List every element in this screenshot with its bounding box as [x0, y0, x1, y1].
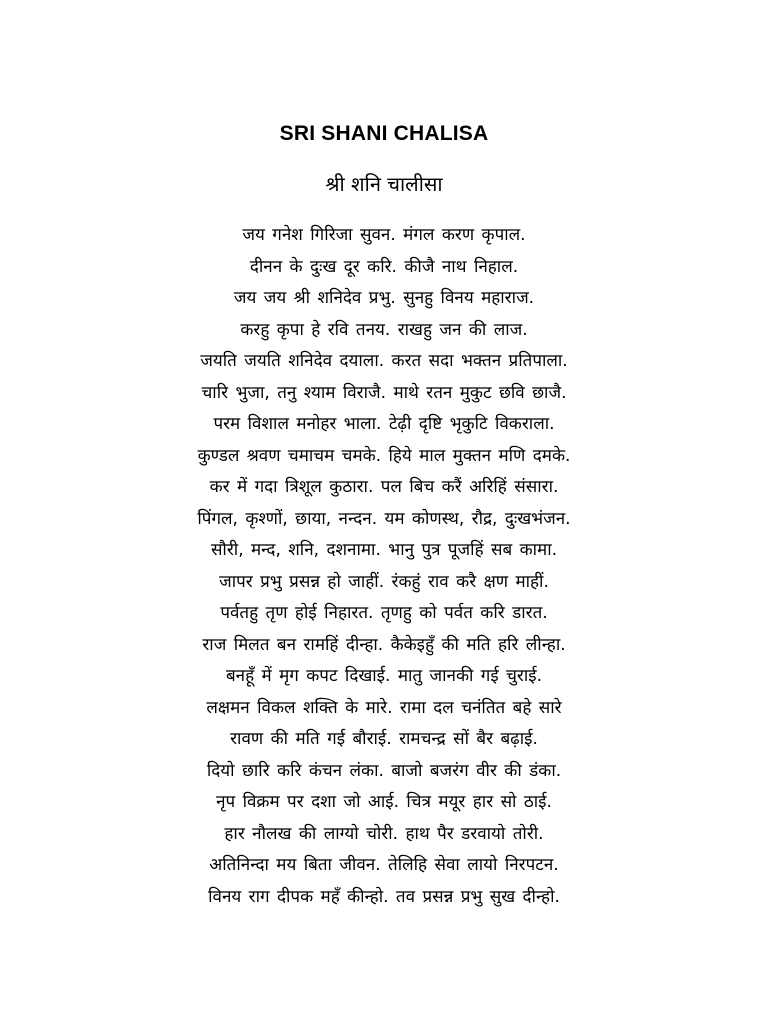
- verse-line: करहु कृपा हे रवि तनय. राखहु जन की लाज.: [240, 319, 528, 340]
- verse-line: परम विशाल मनोहर भाला. टेढ़ी दृष्टि भृकुटि विकराला.: [213, 414, 555, 434]
- verse-line: जापर प्रभु प्रसन्न हो जाहीं. रंकहुं राव करै क्षण माहीं.: [219, 571, 549, 592]
- verse-line: रावण की मति गई बौराई. रामचन्द्र सों बैर बढ़ाई.: [230, 729, 538, 749]
- verse-line: नृप विक्रम पर दशा जो आई. चित्र मयूर हार सो ठाई.: [216, 792, 552, 812]
- verse-line: कुण्डल श्रवण चमाचम चमके. हिये माल मुक्तन मणि दमके.: [197, 445, 571, 466]
- verse-line: जय गनेश गिरिजा सुवन. मंगल करण कृपाल.: [242, 225, 526, 245]
- verse-line: पर्वतहु तृण होई निहारत. तृणहु को पर्वत करि डारत.: [220, 603, 548, 623]
- verse-line: दियो छारि करि कंचन लंका. बाजो बजरंग वीर की डंका.: [206, 760, 562, 781]
- verse-line: चारि भुजा, तनु श्याम विराजै. माथे रतन मुकुट छवि छाजै.: [201, 382, 567, 403]
- stanza-2: [0, 787, 768, 913]
- verse-line: पिंगल, कृश्णों, छाया, नन्दन. यम कोणस्थ, रौद्र, दुःखभंजन.: [197, 508, 571, 529]
- verse-line: कर में गदा त्रिशूल कुठारा. पल बिच करैं अरिहिं संसारा.: [209, 477, 559, 497]
- verse-line: हार नौलख की लाग्यो चोरी. हाथ पैर डरवायो तोरी.: [224, 823, 544, 844]
- document-title: SRI SHANI CHALISA: [279, 122, 489, 145]
- verse-line: सौरी, मन्द, शनि, दशनामा. भानु पुत्र पूजहिं सब कामा.: [210, 540, 558, 560]
- document-subtitle: श्री शनि चालीसा: [325, 172, 443, 196]
- verse-line: दीनन के दुःख दूर करि. कीजै नाथ निहाल.: [249, 256, 519, 277]
- verse-line: बनहूँ में मृग कपट दिखाई. मातु जानकी गई चुराई.: [225, 666, 543, 686]
- stanza-1: [0, 220, 768, 787]
- verse-line: जय जय श्री शनिदेव प्रभु. सुनहु विनय महाराज.: [233, 288, 535, 308]
- verse-line: जयति जयति शनिदेव दयाला. करत सदा भक्तन प्रतिपाला.: [200, 351, 568, 371]
- verse-line: विनय राग दीपक महँ कीन्हो. तव प्रसन्न प्रभु सुख दीन्हो.: [208, 886, 560, 907]
- verse-line: राज मिलत बन रामहिं दीन्हा. कैकेइहुँ की मति हरि लीन्हा.: [202, 634, 566, 655]
- verse-line: लक्षमन विकल शक्ति के मारे. रामा दल चनंतित बहे सारे: [206, 697, 562, 718]
- verse-line: अतिनिन्दा मय बिता जीवन. तेलिहि सेवा लायो निरपटन.: [209, 855, 559, 875]
